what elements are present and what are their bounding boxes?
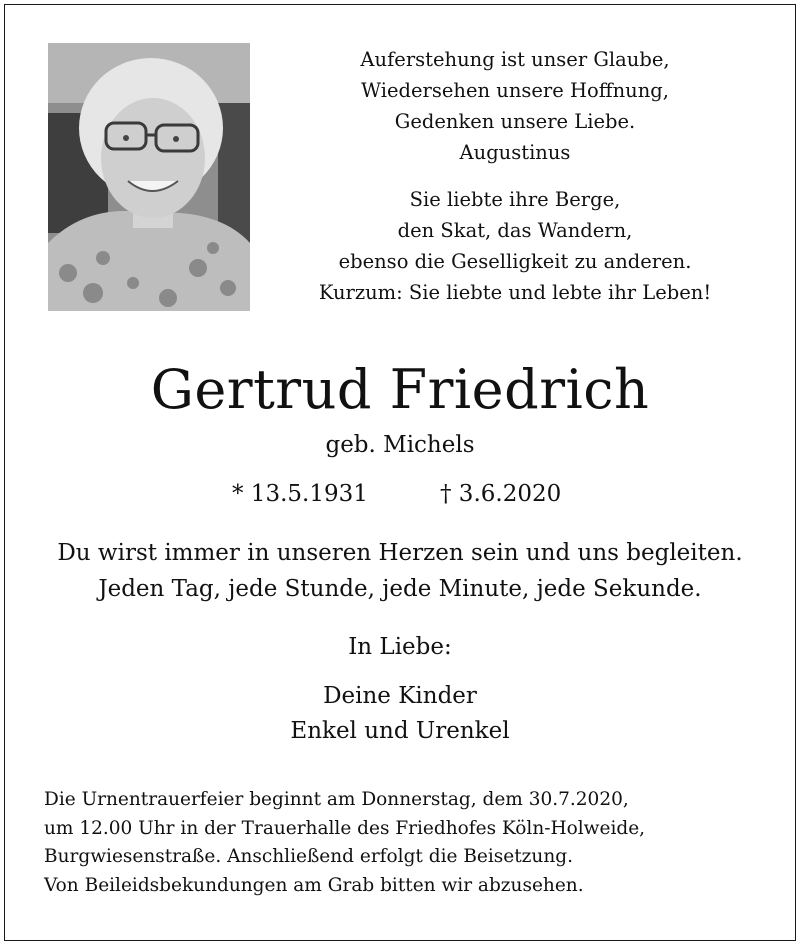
deceased-name: Gertrud Friedrich [150,358,650,421]
poem-line: den Skat, das Wandern, [397,219,633,242]
birth-name: geb. Michels [325,432,475,458]
poem-line: Gedenken unsere Liebe. [394,110,636,133]
motto [0,535,800,607]
poem-author: Augustinus [459,141,571,164]
notice-line: Burgwiesenstraße. Anschließend erfolgt die Beisetzung. [44,846,573,867]
signature-intro: In Liebe: [348,634,452,660]
poem-line: Auferstehung ist unser Glaube, [360,48,670,71]
poem-line: Kurzum: Sie liebte und lebte ihr Leben! [318,281,712,304]
motto-line: Du wirst immer in unseren Herzen sein und uns begleiten. [57,540,743,566]
mourner: Enkel und Urenkel [290,718,510,744]
death-date: † 3.6.2020 [440,481,562,507]
poem [300,44,730,308]
poem-line: Sie liebte ihre Berge, [409,188,621,211]
notice-line: um 12.00 Uhr in der Trauerhalle des Friedhofes Köln-Holweide, [44,817,646,839]
poem-line: Wiedersehen unsere Hoffnung, [361,79,669,102]
mourner: Deine Kinder [323,683,477,709]
portrait-photo [48,43,250,311]
poem-line: ebenso die Geselligkeit zu anderen. [338,250,692,273]
notice-line: Die Urnentrauerfeier beginnt am Donnerstag, dem 30.7.2020, [44,789,629,810]
birth-date: * 13.5.1931 [232,481,368,507]
signature-block [0,630,800,749]
motto-line: Jeden Tag, jede Stunde, jede Minute, jede Sekunde. [98,576,702,602]
funeral-notice [44,786,744,900]
notice-line: Von Beileidsbekundungen am Grab bitten wir abzusehen. [44,874,584,896]
